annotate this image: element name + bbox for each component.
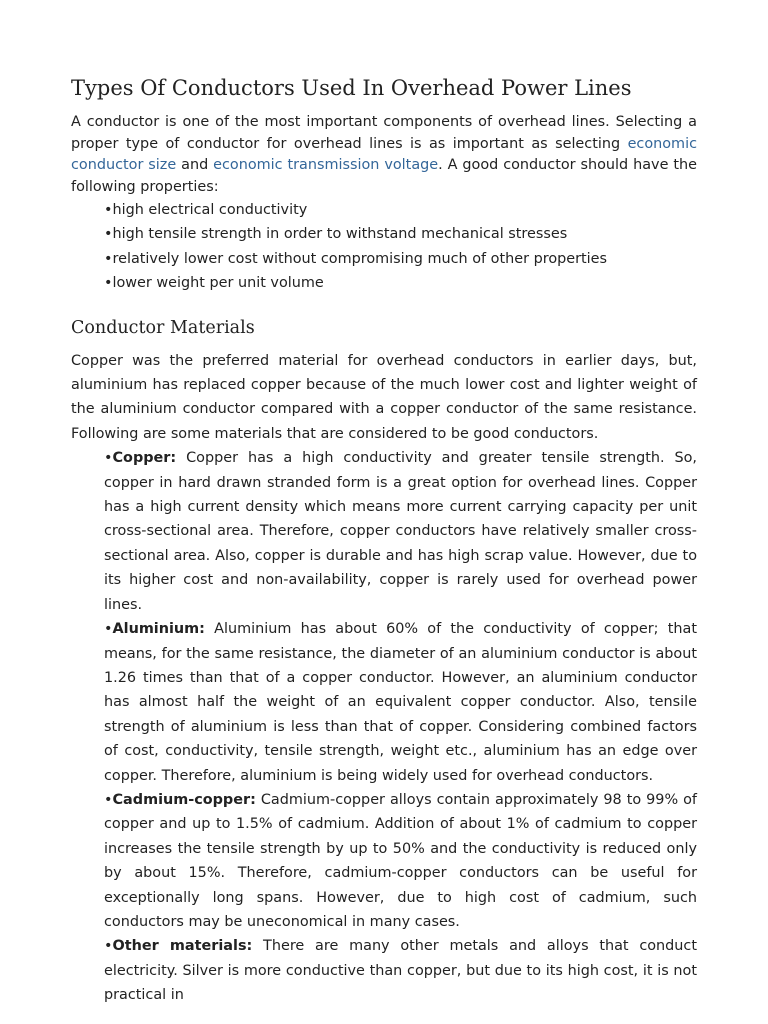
material-description: Copper has a high conductivity and greater tensile strength. So, copper in hard drawn stranded form is a great option for overhead lines. Copper has a high current density which means more current carrying capacity per unit cross-sectional area. Therefore, copper conductors have relatively smaller cross-sectional area. Also, copper is durable and has high scrap value. However, due to its higher cost and non-availability, copper is rarely used for overhead power lines. (104, 450, 697, 613)
material-description: Cadmium-copper alloys contain approximately 98 to 99% of copper and up to 1.5% of cadmium. Addition of about 1% of cadmium to copper increases the tensile strength by up to 50% and the conductivity is reduced only by about 15%. Therefore, cadmium-copper conductors can be useful for exceptionally long spans. However, due to high cost of cadmium, such conductors may be uneconomical in many cases. (104, 791, 697, 930)
material-item-other-materials (104, 934, 697, 1007)
section-heading-conductor-materials: Conductor Materials (71, 317, 255, 338)
intro-text-2: and (176, 157, 214, 173)
intro-text-3: . A good conductor should have the following properties: (71, 157, 697, 195)
properties-list (71, 198, 697, 296)
economic-transmission-voltage-link[interactable]: economic transmission voltage (213, 157, 439, 173)
bullet: • (104, 450, 113, 467)
article (71, 72, 697, 1008)
materials-list (71, 446, 697, 1007)
list-item: •relatively lower cost without compromising much of other properties (104, 250, 608, 267)
list-item: •high electrical conductivity (104, 202, 308, 218)
intro-text-1: A conductor is one of the most important components of overhead lines. Selecting a proper type of conductor for overhead lines is as important as selecting (71, 114, 697, 152)
material-name: Aluminium: (112, 621, 205, 638)
material-description: Aluminium has about 60% of the conductivity of copper; that means, for the same resistance, the diameter of an aluminium conductor is about 1.26 times than that of a copper conductor. However, an aluminium conductor has almost half the weight of an equivalent copper conductor. Also, tensile strength of aluminium is less than that of copper. Considering combined factors of cost, conductivity, tensile strength, weight etc., aluminium has an edge over copper. Therefore, aluminium is being widely used for overhead conductors. (104, 621, 697, 784)
material-name: Cadmium-copper: (112, 791, 256, 808)
bullet: • (104, 938, 113, 955)
material-item-copper (104, 446, 697, 617)
material-description: There are many other metals and alloys that conduct electricity. Silver is more conductive than copper, but due to its high cost, it is not practical in (104, 938, 697, 1004)
list-item: •high tensile strength in order to withstand mechanical stresses (104, 226, 568, 243)
bullet: • (104, 791, 113, 808)
bullet: • (104, 621, 113, 638)
intro-paragraph (71, 112, 697, 198)
economic-conductor-size-link[interactable]: economic conductor size (71, 135, 697, 173)
material-name: Copper: (112, 450, 177, 467)
page-title: Types Of Conductors Used In Overhead Power Lines (71, 76, 632, 100)
material-name: Other materials: (112, 938, 253, 955)
material-item-cadmium-copper (104, 788, 697, 934)
material-item-aluminium (104, 617, 697, 788)
materials-intro-paragraph: Copper was the preferred material for overhead conductors in earlier days, but, aluminium has replaced copper because of the much lower cost and lighter weight of the aluminium conductor compared with a copper conductor of the same resistance. Following are some materials that are considered to be good conductors. (71, 352, 697, 442)
list-item: •lower weight per unit volume (104, 275, 324, 292)
